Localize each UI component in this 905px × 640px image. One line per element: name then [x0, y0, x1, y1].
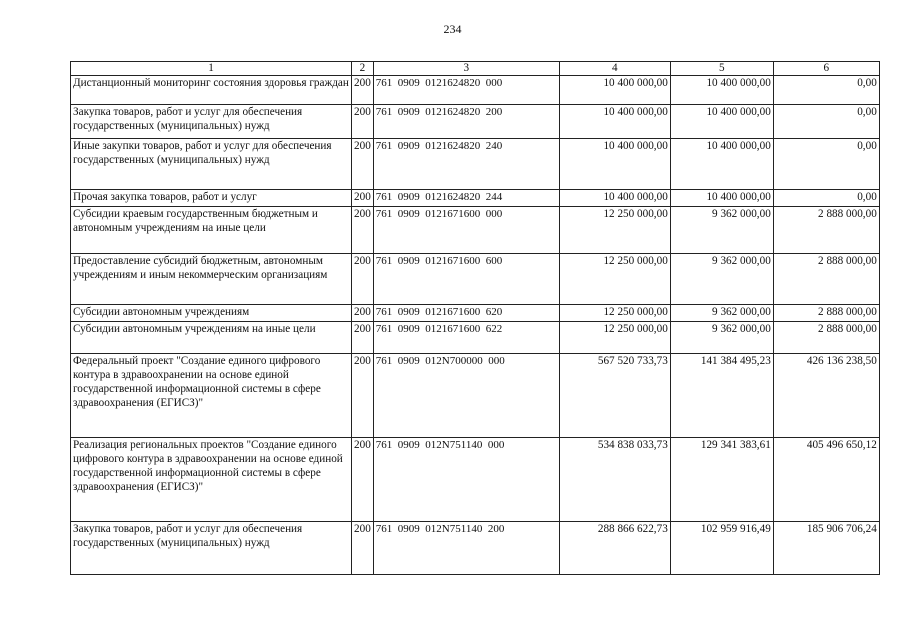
row-code: 761 0909 0121624820 240: [373, 139, 559, 190]
row-col2: 200: [352, 76, 374, 105]
row-value-5: 141 384 495,23: [670, 354, 773, 438]
row-code: 761 0909 012N751140 200: [373, 522, 559, 575]
row-value-5: 10 400 000,00: [670, 190, 773, 207]
row-value-4: 10 400 000,00: [559, 105, 670, 139]
row-col2: 200: [352, 139, 374, 190]
row-code: 761 0909 012N700000 000: [373, 354, 559, 438]
row-value-6: 0,00: [773, 105, 879, 139]
row-col2: 200: [352, 522, 374, 575]
row-value-5: 10 400 000,00: [670, 105, 773, 139]
row-value-6: 2 888 000,00: [773, 207, 879, 254]
table-row: [71, 438, 880, 522]
row-value-4: 10 400 000,00: [559, 190, 670, 207]
table-row: [71, 207, 880, 254]
row-code: 761 0909 0121671600 620: [373, 305, 559, 322]
row-value-4: 12 250 000,00: [559, 254, 670, 305]
column-header: 2: [352, 62, 374, 76]
row-value-5: 129 341 383,61: [670, 438, 773, 522]
row-value-5: 9 362 000,00: [670, 254, 773, 305]
row-col2: 200: [352, 305, 374, 322]
row-name: Реализация региональных проектов "Создание единого цифрового контура в здравоохранении на основе единой государственной информационной системы в сфере здравоохранения (ЕГИСЗ)": [71, 438, 352, 522]
row-value-5: 102 959 916,49: [670, 522, 773, 575]
row-value-6: 0,00: [773, 76, 879, 105]
table-row: [71, 76, 880, 105]
row-code: 761 0909 0121671600 600: [373, 254, 559, 305]
row-code: 761 0909 0121671600 000: [373, 207, 559, 254]
row-name: Иные закупки товаров, работ и услуг для обеспечения государственных (муниципальных) нужд: [71, 139, 352, 190]
row-value-6: 185 906 706,24: [773, 522, 879, 575]
row-value-4: 567 520 733,73: [559, 354, 670, 438]
row-value-4: 12 250 000,00: [559, 207, 670, 254]
row-value-6: 0,00: [773, 139, 879, 190]
row-value-6: 405 496 650,12: [773, 438, 879, 522]
row-value-6: 2 888 000,00: [773, 254, 879, 305]
column-header: 4: [559, 62, 670, 76]
row-col2: 200: [352, 105, 374, 139]
table-row: [71, 190, 880, 207]
row-code: 761 0909 012N751140 000: [373, 438, 559, 522]
row-col2: 200: [352, 438, 374, 522]
budget-table: [70, 61, 880, 575]
row-value-6: 2 888 000,00: [773, 322, 879, 354]
row-name: Прочая закупка товаров, работ и услуг: [71, 190, 352, 207]
row-name: Закупка товаров, работ и услуг для обеспечения государственных (муниципальных) нужд: [71, 522, 352, 575]
row-value-6: 426 136 238,50: [773, 354, 879, 438]
row-value-4: 288 866 622,73: [559, 522, 670, 575]
row-value-4: 12 250 000,00: [559, 305, 670, 322]
row-name: Субсидии автономным учреждениям на иные цели: [71, 322, 352, 354]
row-col2: 200: [352, 354, 374, 438]
row-code: 761 0909 0121624820 200: [373, 105, 559, 139]
column-header: 6: [773, 62, 879, 76]
row-col2: 200: [352, 254, 374, 305]
row-value-5: 9 362 000,00: [670, 207, 773, 254]
header-row: [71, 62, 880, 76]
row-value-6: 0,00: [773, 190, 879, 207]
row-name: Дистанционный мониторинг состояния здоровья граждан: [71, 76, 352, 105]
row-code: 761 0909 0121624820 000: [373, 76, 559, 105]
row-value-4: 10 400 000,00: [559, 76, 670, 105]
column-header: 1: [71, 62, 352, 76]
row-col2: 200: [352, 190, 374, 207]
page-number: 234: [443, 22, 462, 36]
column-header: 5: [670, 62, 773, 76]
table-row: [71, 105, 880, 139]
row-value-4: 12 250 000,00: [559, 322, 670, 354]
row-name: Предоставление субсидий бюджетным, автономным учреждениям и иным некоммерческим организациям: [71, 254, 352, 305]
row-col2: 200: [352, 207, 374, 254]
row-col2: 200: [352, 322, 374, 354]
row-name: Федеральный проект "Создание единого цифрового контура в здравоохранении на основе единой государственной информационной системы в сфере здравоохранения (ЕГИСЗ)": [71, 354, 352, 438]
row-value-5: 10 400 000,00: [670, 139, 773, 190]
table-row: [71, 522, 880, 575]
row-value-5: 9 362 000,00: [670, 322, 773, 354]
row-name: Субсидии автономным учреждениям: [71, 305, 352, 322]
column-header: 3: [373, 62, 559, 76]
table-row: [71, 322, 880, 354]
row-value-5: 9 362 000,00: [670, 305, 773, 322]
table-row: [71, 254, 880, 305]
row-code: 761 0909 0121624820 244: [373, 190, 559, 207]
table-row: [71, 139, 880, 190]
table-row: [71, 354, 880, 438]
row-value-5: 10 400 000,00: [670, 76, 773, 105]
row-value-6: 2 888 000,00: [773, 305, 879, 322]
row-code: 761 0909 0121671600 622: [373, 322, 559, 354]
row-value-4: 10 400 000,00: [559, 139, 670, 190]
table-row: [71, 305, 880, 322]
row-name: Субсидии краевым государственным бюджетным и автономным учреждениям на иные цели: [71, 207, 352, 254]
row-value-4: 534 838 033,73: [559, 438, 670, 522]
row-name: Закупка товаров, работ и услуг для обеспечения государственных (муниципальных) нужд: [71, 105, 352, 139]
